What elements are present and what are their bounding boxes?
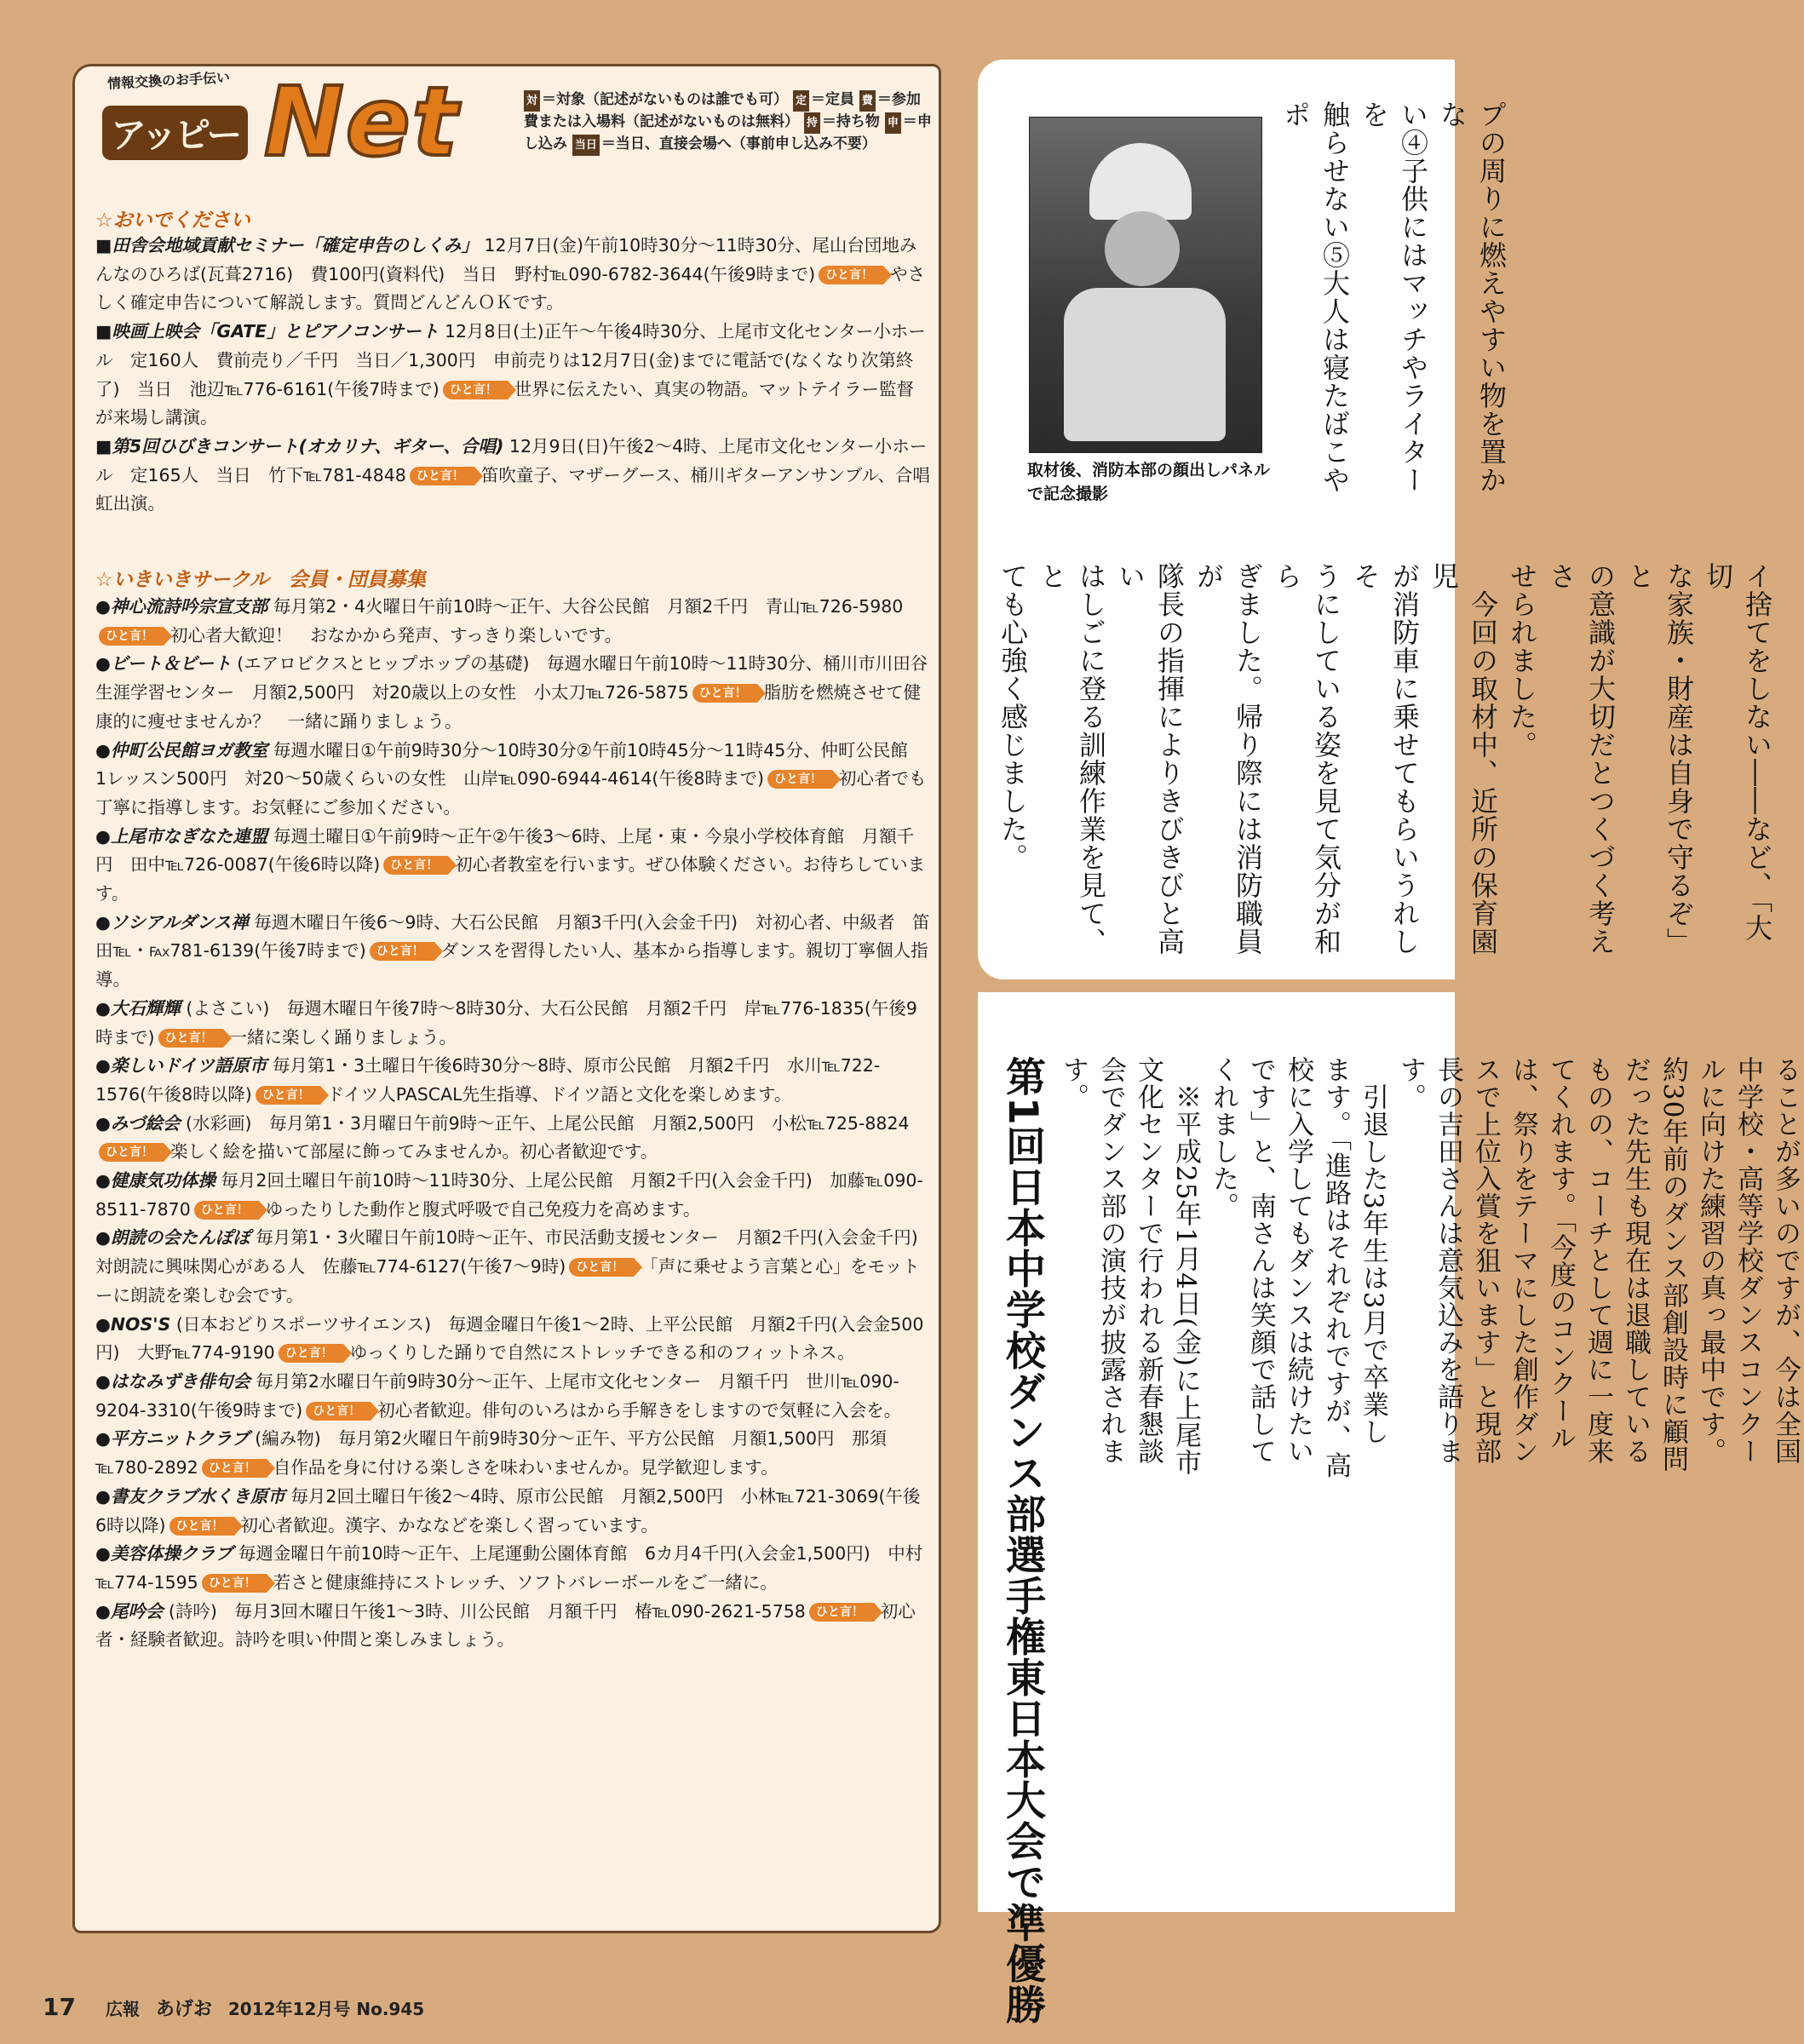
tag-hitokoto: ひと言！	[158, 1029, 223, 1048]
text-column-line: スで上位入賞を狙います」と現部	[1470, 1056, 1501, 1465]
photo-caption: 取材後、消防本部の顔出しパネルで記念撮影	[1027, 461, 1271, 503]
text-column-line: 文化センターで行われる新春懇談	[1133, 1056, 1163, 1465]
entry-note: 初心者歓迎。漢字、かななどを楽しく習っています。	[240, 1514, 658, 1536]
text-column-line: 長の吉田さんは意気込みを語りま	[1433, 1056, 1463, 1465]
logo-tagline: 情報交換のお手伝い	[106, 69, 231, 92]
legend-key: 申	[885, 112, 901, 134]
entry-note: 世界に伝えたい、真実の物語。マットテイラー監督が来場し講演。	[95, 378, 915, 428]
text-column-line: ます。「進路はそれぞれですが、高	[1320, 1056, 1351, 1479]
entry-note: 脂肪を燃焼させて健康的に痩せませんか？ 一緒に踊りましょう。	[95, 682, 922, 732]
appy-net-logo	[102, 67, 503, 198]
entry-name: ●みづ絵会	[95, 1112, 181, 1134]
entry-name: ●上尾市なぎなた連盟	[95, 825, 268, 847]
legend-text: ＝申し込み	[524, 113, 932, 152]
entry-name: ●NOS'S	[95, 1313, 171, 1335]
listing-entry	[95, 232, 930, 318]
entry-name: ●ビート＆ビート	[95, 653, 232, 675]
section1-entries	[95, 232, 930, 519]
listing-entry	[95, 1483, 930, 1540]
text-column-line: す。	[1395, 1056, 1426, 1111]
tag-hitokoto: ひと言！	[306, 1402, 371, 1421]
entry-details: 12月9日(日)午後2～4時、上尾市文化センター小ホール 定165人 当日 竹下℡781-4848	[95, 435, 928, 485]
section-title-oide: ☆おいでください	[95, 210, 250, 232]
entry-details: 毎週水曜日①午前9時30分～10時30分②午前10時45分～11時45分、仲町公民館 1レッスン500円 対20～50歳くらいの女性 山岸℡090-6944-4614(午後8時まで)	[95, 739, 926, 789]
listing-entry	[95, 1052, 930, 1109]
text-column-line: 引退した3年生は3月で卒業し	[1358, 1056, 1388, 1446]
entry-note: 初心者歓迎。俳句のいろはから手解きをしますので気軽に入会を。	[377, 1399, 902, 1421]
legend-key: 定	[793, 90, 809, 112]
entry-name: ●健康気功体操	[95, 1170, 215, 1191]
legend-item	[804, 113, 880, 130]
listing-entry	[95, 433, 930, 519]
entry-note: 初心者大歓迎！ おなかから発声、すっきり楽しいです。	[170, 624, 623, 646]
entry-details: 毎月2回土曜日午前10時～11時30分、上尾公民館 月額2千円(入会金千円) 加藤℡090-8511-7870	[95, 1170, 923, 1220]
entry-name: ●大石輝輝	[95, 997, 181, 1019]
section2-entries	[95, 593, 936, 1655]
legend-item	[793, 91, 854, 108]
text-column-line: くれました。	[1208, 1056, 1238, 1220]
entry-name: ■田舎会地域貢献セミナー「確定申告のしくみ」	[95, 235, 479, 256]
text-column-line: は、祭りをテーマにした創作ダン	[1508, 1056, 1538, 1465]
legend-key: 費	[859, 90, 876, 112]
tag-hitokoto: ひと言！	[819, 266, 883, 284]
entry-note: ゆっくりした踊りで自然にストレッチできる和のフィットネス。	[349, 1342, 855, 1364]
tag-hitokoto: ひと言！	[194, 1201, 259, 1220]
entry-note: ドイツ人PASCAL先生指導、ドイツ語と文化を楽しめます。	[326, 1083, 792, 1105]
entry-name: ●仲町公民館ヨガ教室	[95, 739, 268, 761]
entry-name: ■映画上映会「GATE」とピアノコンサート	[95, 321, 440, 342]
text-column-line: イ捨てをしない――など、「大切	[1702, 562, 1773, 942]
entry-details: 毎月2回土曜日午後2～4時、原市公民館 月額2,500円 小林℡721-3069(午後6時以降)	[95, 1485, 921, 1536]
tag-hitokoto: ひと言！	[99, 627, 164, 646]
entry-name: ●平方ニットクラブ	[95, 1428, 250, 1450]
listing-entry	[95, 1311, 930, 1368]
fire-article-col1	[1276, 100, 1511, 501]
text-column-line: ぎました。帰り際には消防職員が	[1192, 562, 1264, 956]
footer	[43, 1993, 424, 2021]
listing-entry	[95, 995, 930, 1052]
section-title-circle: ☆いきいきサークル 会員・団員募集	[95, 569, 426, 591]
logo-net: Net	[264, 67, 460, 178]
legend-text: ＝当日、直接会場へ（事前申し込み不要）	[600, 135, 876, 152]
text-column-line: の意識が大切だとつくづく考えさ	[1545, 562, 1617, 956]
text-column-line: 今回の取材中、近所の保育園児	[1428, 562, 1499, 956]
text-column-line: プの周りに燃えやすい物を置かな	[1436, 100, 1508, 494]
entry-details: (水彩画) 毎月第1・3月曜日午前9時～正午、上尾公民館 月額2,500円 小松℡725-8824	[186, 1112, 910, 1134]
entry-note: 一緒に楽しく踊りましょう。	[229, 1026, 457, 1048]
listing-entry	[95, 318, 930, 433]
footer-label: 広報	[105, 1999, 140, 2019]
legend-key: 当日	[572, 135, 600, 156]
listing-entry	[95, 737, 930, 823]
entry-note: やさしく確定申告について解説します。質問どんどんＯＫです。	[95, 263, 926, 313]
entry-note: 若さと健康維持にストレッチ、ソフトバレーボールをご一緒に。	[273, 1571, 778, 1593]
tag-hitokoto: ひと言！	[99, 1143, 164, 1162]
text-column-line: ものの、コーチとして週に一度来	[1583, 1056, 1613, 1465]
listing-entry	[95, 1425, 930, 1482]
text-column-line: ルに向けた練習の真っ最中です。	[1695, 1056, 1726, 1465]
entry-details: 毎月第2・4火曜日午前10時～正午、大谷公民館 月額2千円 青山℡726-5980	[273, 596, 904, 617]
tag-hitokoto: ひと言！	[279, 1344, 343, 1363]
text-column-line: す。	[1058, 1056, 1089, 1111]
entry-details: 毎月第1・3火曜日午前10時～正午、市民活動支援センター 月額2千円(入会金千円) 対朗読に興味関心がある人 佐藤℡774-6127(午後7～9時)	[95, 1227, 936, 1278]
entry-name: ●ソシアルダンス禅	[95, 911, 249, 933]
page-number: 17	[43, 1993, 76, 2021]
entry-details: 毎週金曜日午前10時～正午、上尾運動公園体育館 6カ月4千円(入会金1,500円) 中村℡774-1595	[95, 1543, 923, 1593]
entry-details: 12月8日(土)正午～午後4時30分、上尾市文化センター小ホール 定160人 費前売り／千円 当日／1,300円 申前売りは12月7日(金)までに電話で(なくなり次第終了) 当日 池辺℡776-6161(午後7時まで)	[95, 321, 926, 399]
listing-entry	[95, 1598, 930, 1655]
legend-text: ＝定員	[810, 91, 854, 108]
text-column-line: せられました。	[1506, 562, 1538, 759]
tag-hitokoto: ひと言！	[202, 1459, 267, 1478]
entry-name: ●美容体操クラブ	[95, 1543, 233, 1565]
entry-details: (編み物) 毎月第2火曜日午前9時30分～正午、平方公民館 月額1,500円 那須℡780-2892	[95, 1428, 888, 1478]
entry-details: (エアロビクスとヒップホップの基礎) 毎週水曜日午前10時～11時30分、桶川市川田谷生涯学習センター 月額2,500円 対20歳以上の女性 小太刀℡726-5875	[95, 653, 928, 703]
text-column-line: ※平成25年1月4日(金)に上尾市	[1170, 1056, 1201, 1477]
entry-note: ダンスを習得したい人、基本から指導します。親切丁寧個人指導。	[95, 940, 928, 990]
listing-entry	[95, 1167, 930, 1224]
text-column-line: い④子供にはマッチやライターを	[1358, 100, 1429, 494]
text-column-line: 約30年前のダンス部創設時に顧問	[1657, 1056, 1688, 1473]
entry-details: (よさこい) 毎週木曜日午後7時～8時30分、大石公民館 月額2千円 岸℡776-1835(午後9時まで)	[95, 997, 917, 1048]
tag-hitokoto: ひと言！	[569, 1258, 634, 1277]
entry-note: 「声に乗せよう言葉と心」をモットーに朗読を楽しむ会です。	[95, 1256, 920, 1306]
text-column-line: うにしている姿を見て気分が和ら	[1271, 562, 1342, 956]
entry-name: ●書友クラブ水くき原市	[95, 1485, 285, 1507]
text-column-line: ても心強く感じました。	[997, 562, 1029, 871]
text-column-line: な家族・財産は自身で守るぞ」と	[1623, 562, 1695, 956]
text-column-line: 校に入学してもダンスは続けたい	[1283, 1056, 1313, 1465]
entry-note: 自作品を身に付ける楽しさを味わいませんか。見学歓迎します。	[273, 1457, 778, 1478]
listing-entry	[95, 823, 930, 909]
text-column-line: だった先生も現在は退職している	[1620, 1056, 1651, 1465]
listing-entry	[95, 1540, 930, 1597]
entry-note: 初心者でも丁寧に指導します。お気軽にご参加ください。	[95, 768, 927, 818]
text-column-line: ることが多いのですが、今は全国	[1770, 1056, 1801, 1465]
tag-hitokoto: ひと言！	[202, 1574, 267, 1593]
legend-text: ＝参加費または入場料（記述がないものは無料）	[524, 91, 921, 130]
tag-hitokoto: ひと言！	[370, 942, 434, 961]
entry-name: ●神心流詩吟宗宣支部	[95, 596, 268, 617]
entry-details: (日本おどりスポーツサイエンス) 毎週金曜日午後1～2時、上平公民館 月額2千円(入会金500円) 大野℡774-9190	[95, 1313, 924, 1364]
listing-entry	[95, 1224, 936, 1310]
tag-hitokoto: ひと言！	[383, 856, 448, 875]
text-column-line: てくれます。「今度のコンクール	[1545, 1056, 1576, 1452]
entry-name: ●はなみずき俳句会	[95, 1370, 250, 1392]
text-column-line: 中学校・高等学校ダンスコンクー	[1732, 1056, 1763, 1465]
legend-key: 対	[524, 90, 540, 112]
entry-note: 楽しく絵を描いて部屋に飾ってみませんか。初心者歓迎です。	[170, 1141, 658, 1163]
legend-text: ＝対象（記述がないものは誰でも可）	[542, 91, 789, 108]
legend-text: ＝持ち物	[821, 113, 880, 130]
photo-fire-helmet-child	[1029, 117, 1262, 453]
dance-article-body	[1054, 1056, 1804, 1942]
tag-hitokoto: ひと言！	[410, 467, 474, 485]
entry-note: ゆったりした動作と腹式呼吸で自己免疫力を高めます。	[265, 1198, 701, 1220]
listing-entry	[95, 1110, 930, 1167]
entry-details: (詩吟) 毎月3回木曜日午後1～3時、川公民館 月額千円 椿℡090-2621-5758	[168, 1600, 806, 1622]
tag-hitokoto: ひと言！	[169, 1517, 234, 1536]
listing-entry	[95, 650, 930, 736]
tag-hitokoto: ひと言！	[767, 770, 832, 789]
legend-item	[524, 91, 788, 108]
legend-key: 持	[804, 112, 820, 134]
entry-name: ●朗読の会たんぽぽ	[95, 1227, 250, 1249]
text-column-line: 触らせない⑤大人は寝たばこやポ	[1279, 100, 1351, 494]
text-column-line: 会でダンス部の演技が披露されま	[1095, 1056, 1126, 1465]
entry-name: ■第5回ひびきコンサート(オカリナ、ギター、合唱)	[95, 435, 504, 456]
text-column-line: です」と、南さんは笑顔で話して	[1245, 1056, 1276, 1465]
dance-headline: 第1回日本中学校ダンス部選手権東日本大会で準優勝	[999, 1056, 1046, 2025]
entry-note: 笛吹童子、マザーグース、桶川ギターアンサンブル、合唱虹出演。	[95, 464, 930, 514]
issue-info: 2012年12月号 No.945	[227, 1999, 425, 2019]
entry-name: ●尾吟会	[95, 1600, 164, 1622]
entry-details: 毎月第1・3土曜日午後6時30分～8時、原市公民館 月額2千円 水川℡722-1576(午後8時以降)	[95, 1055, 881, 1105]
logo-kana: アッピー	[102, 106, 248, 160]
text-column-line: 隊長の指揮によりきびきびと高い	[1114, 562, 1186, 956]
tag-hitokoto: ひと言！	[692, 684, 757, 703]
tag-hitokoto: ひと言！	[256, 1086, 320, 1105]
text-column-line: はしごに登る訓練作業を見て、と	[1036, 562, 1107, 956]
listing-entry	[95, 909, 930, 995]
entry-details: 毎週木曜日午後6～9時、大石公民館 月額3千円(入会金千円) 対初心者、中級者 笛田℡・℻781-6139(午後7時まで)	[95, 911, 930, 962]
fire-article-col2	[993, 562, 1777, 962]
tag-hitokoto: ひと言！	[443, 381, 508, 399]
entry-details: 毎週土曜日①午前9時～正午②午後3～6時、上尾・東・今泉小学校体育館 月額千円 田中℡726-0087(午後6時以降)	[95, 825, 915, 876]
entry-name: ●楽しいドイツ語原市	[95, 1055, 267, 1077]
entry-note: 初心者・経験者歓迎。詩吟を唄い仲間と楽しみましょう。	[95, 1600, 916, 1651]
tag-hitokoto: ひと言！	[809, 1603, 874, 1622]
entry-details: 毎月第2水曜日午前9時30分～正午、上尾市文化センター 月額千円 世川℡090-9204-3310(午後9時まで)	[95, 1370, 899, 1421]
legend	[524, 89, 933, 156]
listing-entry	[95, 1368, 930, 1425]
entry-note: 初心者教室を行います。ぜひ体験ください。お待ちしています。	[95, 854, 926, 904]
text-column-line: が消防車に乗せてもらいうれしそ	[1349, 562, 1421, 956]
listing-entry	[95, 593, 930, 650]
entry-details: 12月7日(金)午前10時30分～11時30分、尾山台団地みんなのひろば(瓦葺2716) 費100円(資料代) 当日 野村℡090-6782-3644(午後9時まで)	[95, 235, 917, 284]
magazine-name: あげお	[155, 1999, 212, 2020]
legend-item	[572, 135, 876, 152]
